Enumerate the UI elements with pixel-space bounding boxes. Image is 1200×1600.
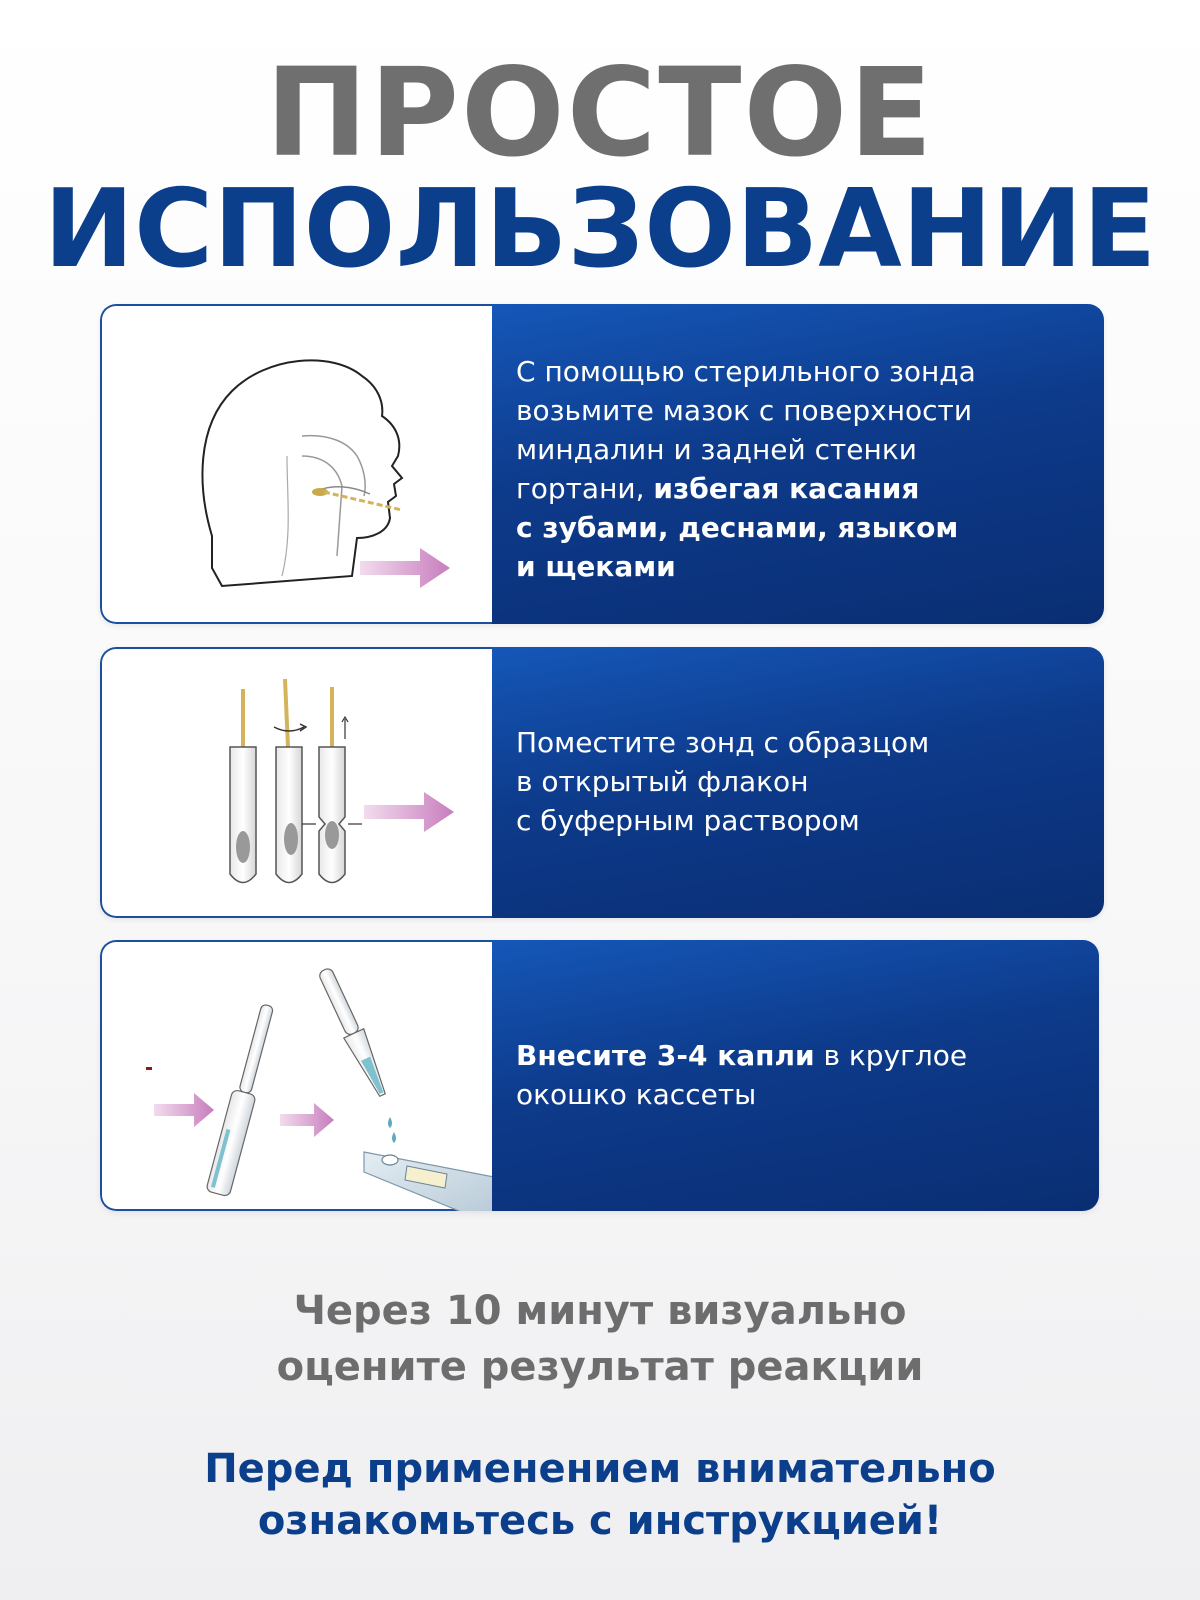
step-text-line bbox=[516, 508, 1084, 547]
step-text-run: возьмите мазок с поверхности bbox=[516, 394, 973, 427]
step-text-run: окошко кассеты bbox=[516, 1078, 757, 1111]
result-note bbox=[0, 1283, 1200, 1395]
step-text-run: Поместите зонд с образцом bbox=[516, 726, 930, 759]
step-text-run: гортани, bbox=[516, 472, 654, 505]
step-text-run: в открытый флакон bbox=[516, 765, 809, 798]
step-text-run: С помощью стерильного зонда bbox=[516, 355, 976, 388]
step-3-text bbox=[516, 1036, 1079, 1114]
step-text-line bbox=[516, 391, 1084, 430]
result-note-line-2: оцените результат реакции bbox=[276, 1344, 924, 1390]
step-1-illustration bbox=[100, 304, 492, 624]
title-line-1: ПРОСТОЕ bbox=[265, 42, 935, 184]
step-text-bold: с зубами, деснами, языком bbox=[516, 511, 959, 544]
step-text-run: миндалин и задней стенки bbox=[516, 433, 917, 466]
drop-cassette-icon bbox=[102, 942, 494, 1211]
step-1-text bbox=[516, 352, 1084, 586]
step-card-2 bbox=[100, 647, 1104, 918]
result-note-line-1: Через 10 минут визуально bbox=[293, 1288, 907, 1334]
step-text-line bbox=[516, 1075, 1079, 1114]
warning-note-line-2: ознакомьтесь с инструкцией! bbox=[257, 1498, 943, 1544]
swab-throat-icon bbox=[102, 306, 494, 624]
step-2-text bbox=[516, 723, 1084, 840]
step-3-illustration bbox=[100, 940, 492, 1211]
step-text-run: в круглое bbox=[814, 1039, 968, 1072]
swab-tubes-icon bbox=[102, 649, 494, 918]
title-line-2: ИСПОЛЬЗОВАНИЕ bbox=[43, 167, 1157, 292]
step-text-line bbox=[516, 430, 1084, 469]
step-text-line bbox=[516, 723, 1084, 762]
step-text-bold: и щеками bbox=[516, 550, 676, 583]
step-text-run: с буферным раствором bbox=[516, 804, 860, 837]
warning-note-line-1: Перед применением внимательно bbox=[204, 1446, 996, 1492]
step-3-panel bbox=[492, 940, 1099, 1211]
step-2-illustration bbox=[100, 647, 492, 918]
step-text-line bbox=[516, 469, 1084, 508]
step-text-bold: Внесите 3-4 капли bbox=[516, 1039, 815, 1072]
step-text-bold: избегая касания bbox=[653, 472, 920, 505]
step-text-line bbox=[516, 801, 1084, 840]
step-card-3 bbox=[100, 940, 1099, 1211]
step-1-panel bbox=[492, 304, 1104, 624]
step-text-line bbox=[516, 1036, 1079, 1075]
step-text-line bbox=[516, 762, 1084, 801]
warning-note bbox=[0, 1443, 1200, 1547]
step-2-panel bbox=[492, 647, 1104, 918]
step-text-line bbox=[516, 547, 1084, 586]
step-card-1 bbox=[100, 304, 1104, 624]
step-text-line bbox=[516, 352, 1084, 391]
